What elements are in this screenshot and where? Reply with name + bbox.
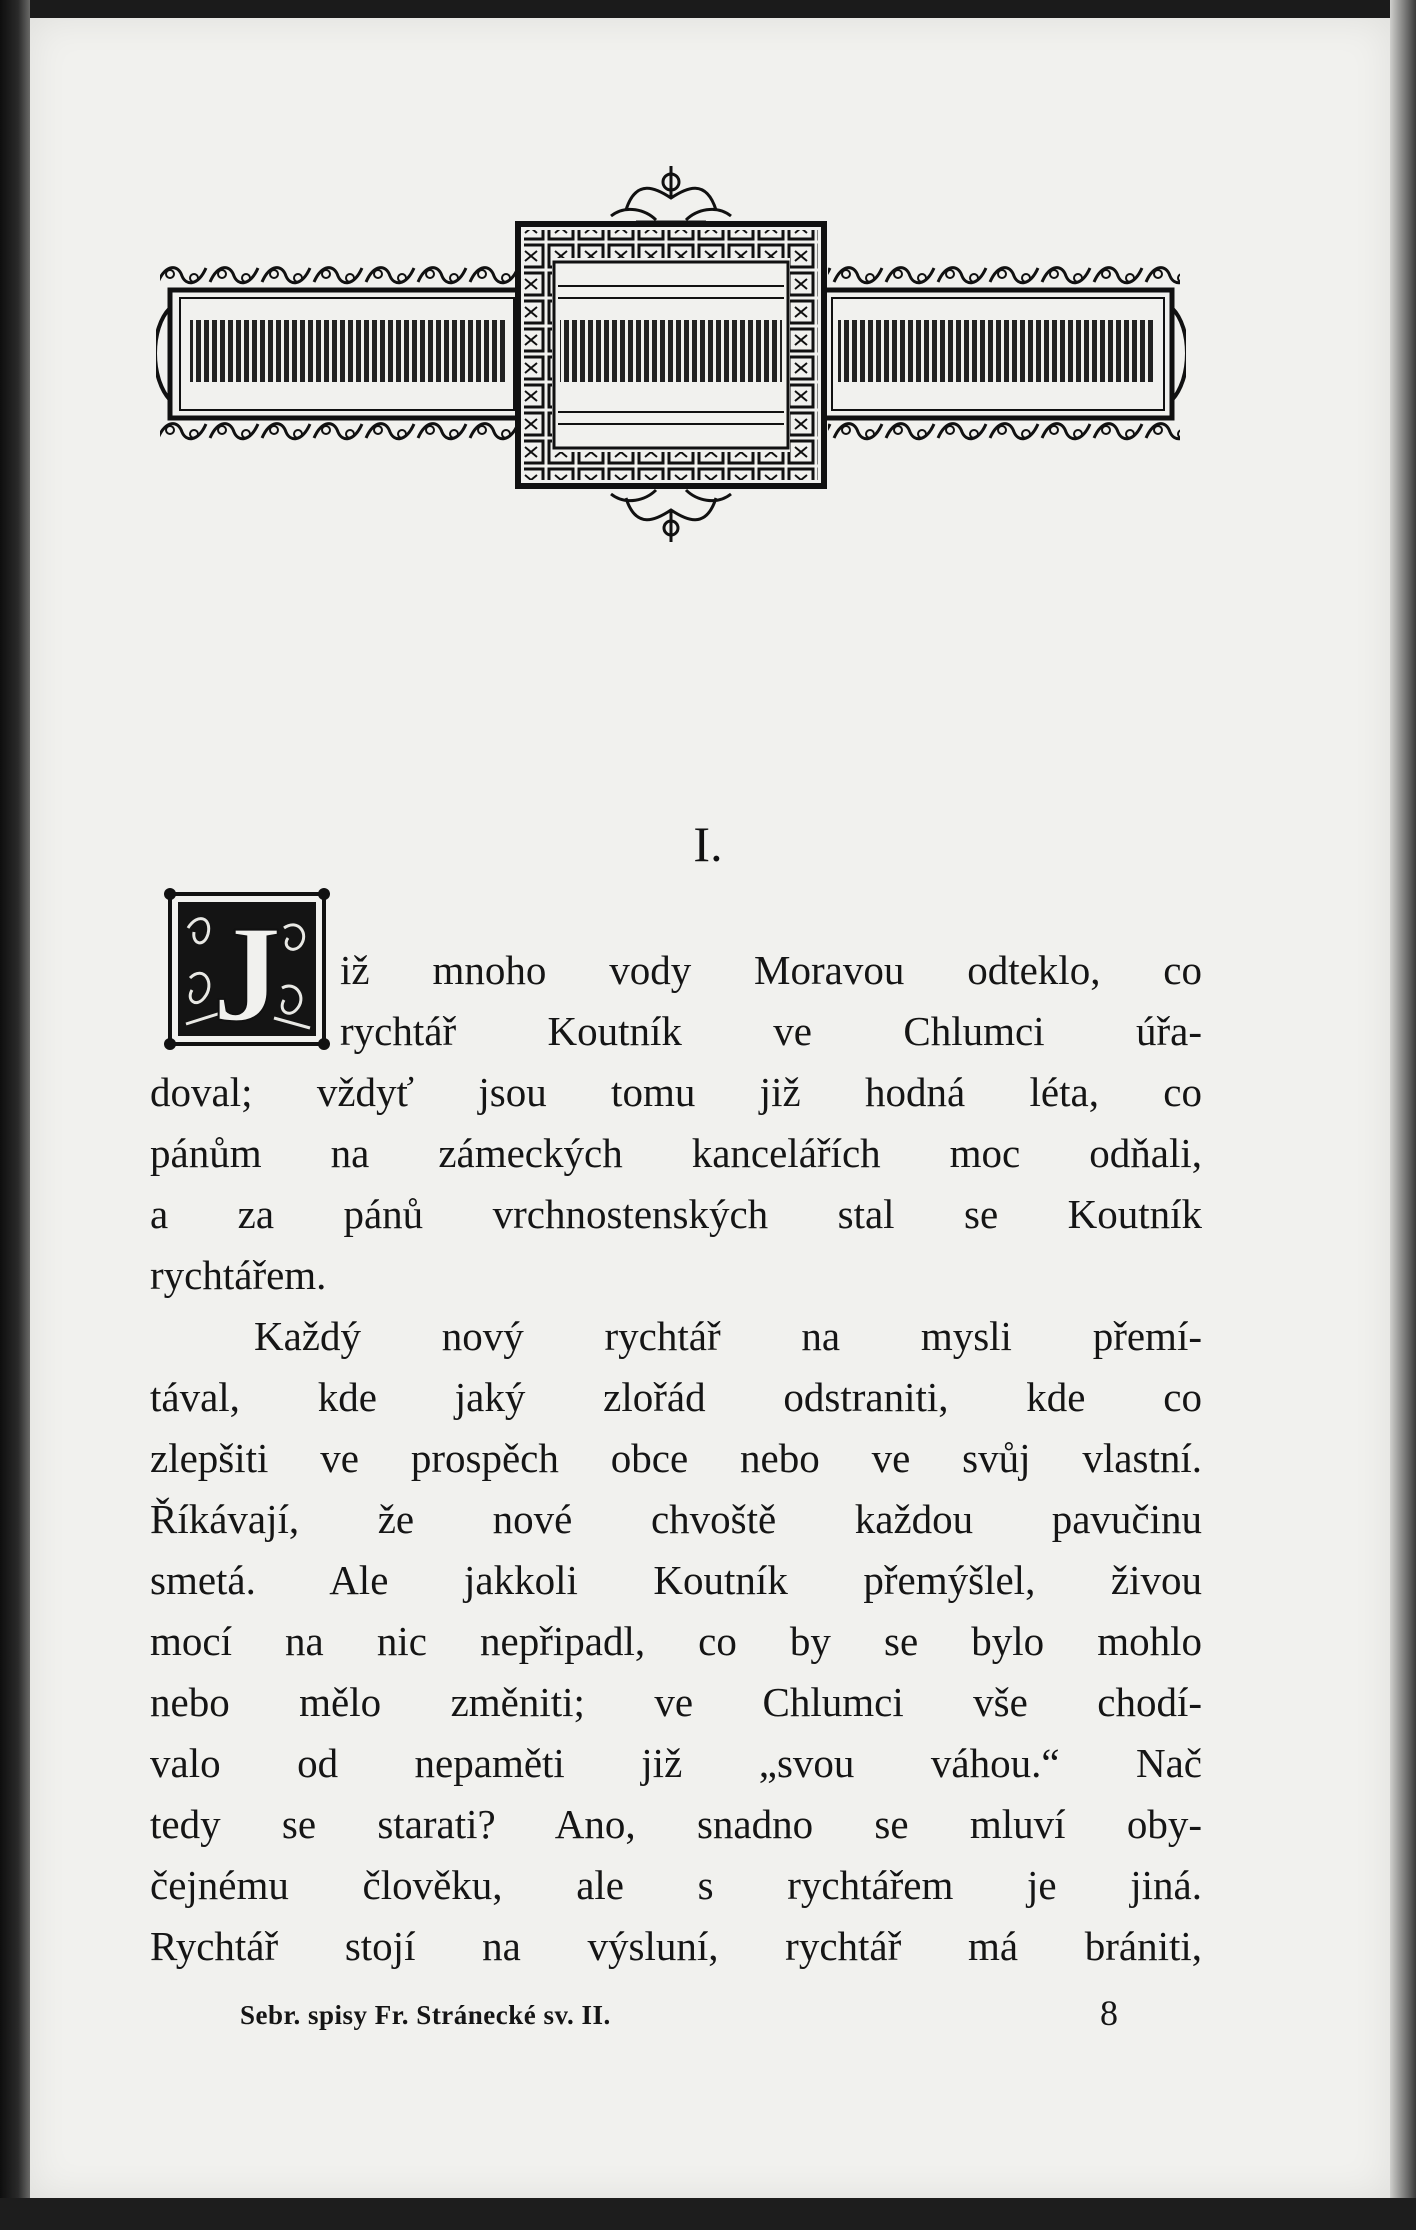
signature-mark: Sebr. spisy Fr. Stránecké sv. II. [240,2000,611,2030]
text-line: Rychtář stojí na výsluní, rychtář má brániti, [150,1923,1202,1969]
text-line: valo od nepaměti již „svou váhou.“ Nač [150,1740,1202,1786]
text-line: zlepšiti ve prospěch obce nebo ve svůj vlastní. [150,1435,1202,1481]
text-line: rychtář Koutník ve Chlumci úřa- [340,1008,1202,1054]
text-line: doval; vždyť jsou tomu již hodná léta, co [150,1069,1202,1115]
chapter-number: I. [693,816,723,872]
page-edge [1390,0,1416,2230]
text-line: tával, kde jaký zlořád odstraniti, kde co [150,1374,1202,1420]
page-number: 8 [1100,1993,1118,2033]
page-bottom-edge [0,2198,1416,2230]
text-line: Říkávají, že nové chvoště každou pavučinu [150,1496,1202,1542]
text-line: pánům na zámeckých kancelářích moc odňali, [150,1130,1202,1176]
ornamental-headpiece [156,158,1186,548]
book-spine-shadow [0,0,30,2230]
body-text [150,940,1202,1977]
text-line: čejnému člověku, ale s rychtářem je jiná. [150,1862,1202,1908]
page-footer [240,1993,1140,2040]
text-line: mocí na nic nepřipadl, co by se bylo mohlo [150,1618,1202,1664]
text-line: iž mnoho vody Moravou odteklo, co [340,947,1202,993]
text-line: smetá. Ale jakkoli Koutník přemýšlel, živou [150,1557,1202,1603]
text-line: rychtářem. [150,1252,327,1298]
text-line: a za pánů vrchnostenských stal se Koutník [150,1191,1202,1237]
text-line: tedy se starati? Ano, snadno se mluví oby- [150,1801,1202,1847]
text-line: nebo mělo změniti; ve Chlumci vše chodí- [150,1679,1202,1725]
text-line: Každý nový rychtář na mysli přemí- [254,1313,1202,1359]
initial-letter: J [212,897,282,1050]
